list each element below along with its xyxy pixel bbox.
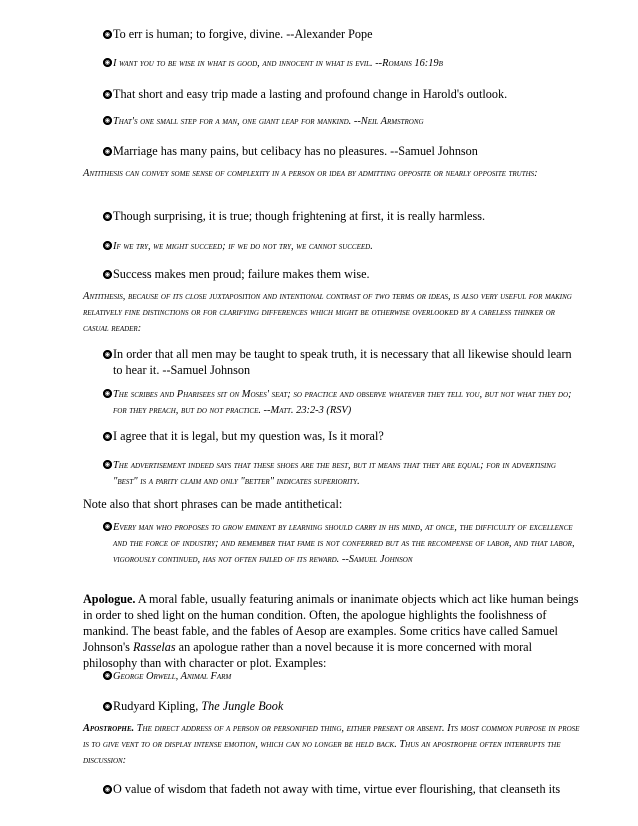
list-item-text: That's one small step for a man, one giant leap for mankind. --Neil Armstrong	[113, 116, 424, 127]
list-item	[103, 208, 579, 224]
list-item	[103, 266, 579, 282]
list-item	[103, 114, 579, 130]
bullet-icon	[103, 671, 112, 680]
list-item	[103, 781, 579, 797]
list-item	[103, 26, 579, 42]
bullet-icon	[103, 350, 112, 359]
bullet-icon	[103, 522, 112, 531]
book-title: The Jungle Book	[201, 699, 284, 713]
bullet-icon	[103, 432, 112, 441]
list-item-text: Rudyard Kipling,	[113, 699, 202, 713]
list-item-text: The scribes and Pharisees sit on Moses' seat; so practice and observe whatever they tell you, but not what they do; for they preach, but do not practice. --Matt. 23:2-3 (RSV)	[113, 389, 572, 416]
bullet-icon	[103, 389, 112, 398]
list-item-text: That short and easy trip made a lasting and profound change in Harold's outlook.	[113, 87, 508, 101]
list-item	[103, 520, 579, 568]
list-item	[103, 669, 579, 685]
list-item	[103, 698, 579, 714]
bullet-icon	[103, 785, 112, 794]
list-item	[103, 346, 579, 378]
paragraph: Antithesis can convey some sense of complexity in a person or idea by admitting opposite or nearly opposite truths:	[83, 168, 538, 179]
paragraph: Antithesis, because of its close juxtaposition and intentional contrast of two terms or ideas, is also very useful for making relatively fine distinctions or for clarifying differences which might be otherwise overlooked by a careless thinker or casual reader:	[83, 291, 572, 334]
bullet-icon	[103, 58, 112, 67]
bullet-icon	[103, 702, 112, 711]
list-item	[103, 428, 579, 444]
bullet-icon	[103, 270, 112, 279]
definition-paragraph: Apologue. A moral fable, usually featuring animals or inanimate objects which act like human beings in order to shed light on the human condition. Often, the apologue highlights the foolishness of mankind. The beast fable, and the fables of Aesop are examples. Some critics have called Samuel Johnson's Rasselas an apologue rather than a novel because it is more concerned with moral philosophy than with character or plot. Examples:	[83, 592, 579, 670]
bullet-icon	[103, 460, 112, 469]
list-item-text: To err is human; to forgive, divine. --Alexander Pope	[113, 27, 373, 41]
list-item-text: The advertisement indeed says that these shoes are the best, but it means that they are equal; for in advertising "best" is a parity claim and only "better" indicates superiority.	[113, 460, 556, 487]
bullet-icon	[103, 212, 112, 221]
list-item	[103, 56, 579, 72]
list-item-text: O value of wisdom that fadeth not away with time, virtue ever flourishing, that cleanseth its	[113, 782, 561, 796]
list-item	[103, 86, 579, 102]
list-item-text: Marriage has many pains, but celibacy has no pleasures. --Samuel Johnson	[113, 144, 478, 158]
definition-paragraph: Apostrophe. The direct address of a person or personified thing, either present or absent. Its most common purpose in prose is to give vent to or display intense emotion, which can no longer be held back. Thus an apostrophe often interrupts the discussion:	[83, 723, 580, 766]
list-item	[103, 387, 579, 419]
bullet-icon	[103, 30, 112, 39]
list-item-text: If we try, we might succeed; if we do not try, we cannot succeed.	[113, 241, 373, 252]
list-item-text: I want you to be wise in what is good, and innocent in what is evil. --Romans 16:19b	[113, 58, 443, 69]
list-item	[103, 239, 579, 255]
list-item-text: I agree that it is legal, but my question was, Is it moral?	[113, 429, 384, 443]
bullet-icon	[103, 116, 112, 125]
list-item	[103, 458, 579, 490]
list-item-text: Though surprising, it is true; though frightening at first, it is really harmless.	[113, 209, 486, 223]
paragraph: Note also that short phrases can be made antithetical:	[83, 497, 343, 511]
bullet-icon	[103, 241, 112, 250]
list-item	[103, 143, 579, 159]
bullet-icon	[103, 147, 112, 156]
list-item-text: Success makes men proud; failure makes them wise.	[113, 267, 370, 281]
list-item-text: Every man who proposes to grow eminent by learning should carry in his mind, at once, the difficulty of excellence and the force of industry; and remember that fame is not conferred but as the recompense of labor, and that labor, vigorously continued, has not often failed of its reward. --Samuel Johnson	[113, 522, 575, 565]
list-item-text: George Orwell, Animal Farm	[113, 671, 232, 682]
bullet-icon	[103, 90, 112, 99]
list-item-text: In order that all men may be taught to speak truth, it is necessary that all likewise should learn to hear it. --Samuel Johnson	[113, 347, 572, 377]
